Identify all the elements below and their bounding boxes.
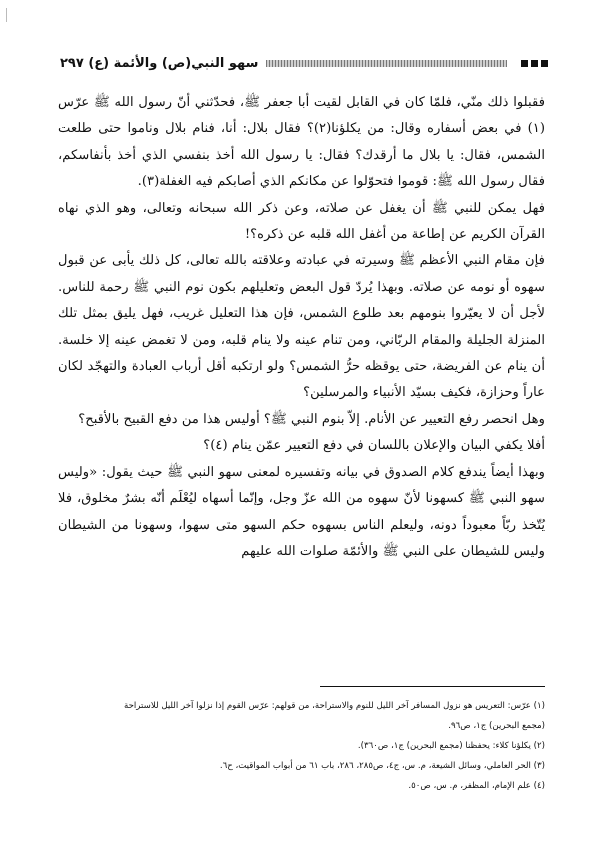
paragraph: فإن مقام النبي الأعظم ﷺ وسيرته في عبادته وعلاقته بالله تعالى، كل ذلك يأبى عن قبول سهوه أو نومه عن صلاته. وبهذا يُردّ قول البعض وتعليلهم بكون نوم النبي ﷺ رحمة للناس. لأجل أن لا يعيّروا بنومهم بعد طلوع الشمس، فإن هذا التعليل غريب، فهل يليق بمثل تلك المنزلة الجليلة والمقام الربّاني، ومن تنام عينه ولا ينام قلبه، ومن لا تغمض عينه إلا خلسة. أن ينام عن الفريضة، حتى يوقظه حرُّ الشمس؟ ولو ارتكبه أقل أرباب العبادة والتهجّد لكان عاراً وحزازة، فكيف بسيّد الأنبياء والمرسلين؟ — [58, 253, 545, 401]
running-header — [60, 52, 548, 74]
paragraph: فهل يمكن للنبي ﷺ أن يغفل عن صلاته، وعن ذكر الله سبحانه وتعالى، وهو الذي نهاه القرآن الكريم عن إطاعة من أغفل الله قلبه عن ذكره؟! — [58, 200, 545, 243]
paragraph: أفلا يكفي البيان والإعلان باللسان في دفع التعيير عمّن ينام (٤)؟ — [203, 438, 545, 454]
footnote-separator — [320, 686, 545, 687]
header-rule — [266, 60, 507, 67]
paragraph: وهل انحصر رفع التعيير عن الأنام. إلاّ بنوم النبي ﷺ؟ أوليس هذا من دفع القبيح بالأقبح؟ — [78, 411, 545, 427]
footnotes — [58, 696, 545, 796]
paragraph: فقبلوا ذلك منّي، فلمّا كان في القابل لقيت أبا جعفر ﷺ، فحدّثني أنّ رسول الله ﷺ عرّس (١) في بعض أسفاره وقال: من يكلؤنا(٢)؟ فقال بلال: أنا، فنام بلال وناموا حتى طلعت الشمس، فقال: يا بلال ما أرقدك؟ فقال: يا رسول الله أخذ بنفسي الذي أخذ بأنفاسكم، فقال رسول الله ﷺ: قوموا فتحوّلوا عن مكانكم الذي أصابكم فيه الغفلة(٣). — [58, 95, 545, 190]
footnote: (٣) الحر العاملي، وسائل الشيعة، م. س، ج٤، ص٢٨٥، ٢٨٦، باب ٦١ من أبواب المواقيت، ح٦. — [219, 761, 545, 771]
footnote: (مجمع البحرين) ج١، ص٩٦. — [448, 721, 545, 731]
footnote: (٢) يكلؤنا كلاء: يحفظنا (مجمع البحرين) ج١، ص٣٦٠). — [357, 741, 545, 751]
footnote: (٤) علم الإمام، المظفر، م. س، ص٥٠. — [408, 781, 545, 791]
footnote: (١) عرّس: التعريس هو نزول المسافر آخر الليل للنوم والاستراحة، من قولهم: عرّس القوم إذا نزلوا آخر الليل للاستراحة — [124, 701, 545, 711]
page-corner-mark — [6, 8, 7, 22]
header-ornament — [521, 60, 548, 67]
paragraph: وبهذا أيضاً يندفع كلام الصدوق في بيانه وتفسيره لمعنى سهو النبي ﷺ حيث يقول: «وليس سهو النبي ﷺ كسهونا لأنّ سهوه من الله عزّ وجل، وإنّما أسهاه ليُعْلَم أنّه بشرٌ مخلوق، فلا يُتّخذ ربّاً معبوداً دونه، وليعلم الناس بسهوه حكم السهو متى سهوا، وسهونا من الشيطان وليس للشيطان على النبي ﷺ والأئمّة صلوات الله عليهم — [58, 464, 545, 559]
main-text — [58, 90, 545, 565]
header-title: سهو النبي(ص) والأئمة (ع) ٢٩٧ — [60, 55, 259, 71]
